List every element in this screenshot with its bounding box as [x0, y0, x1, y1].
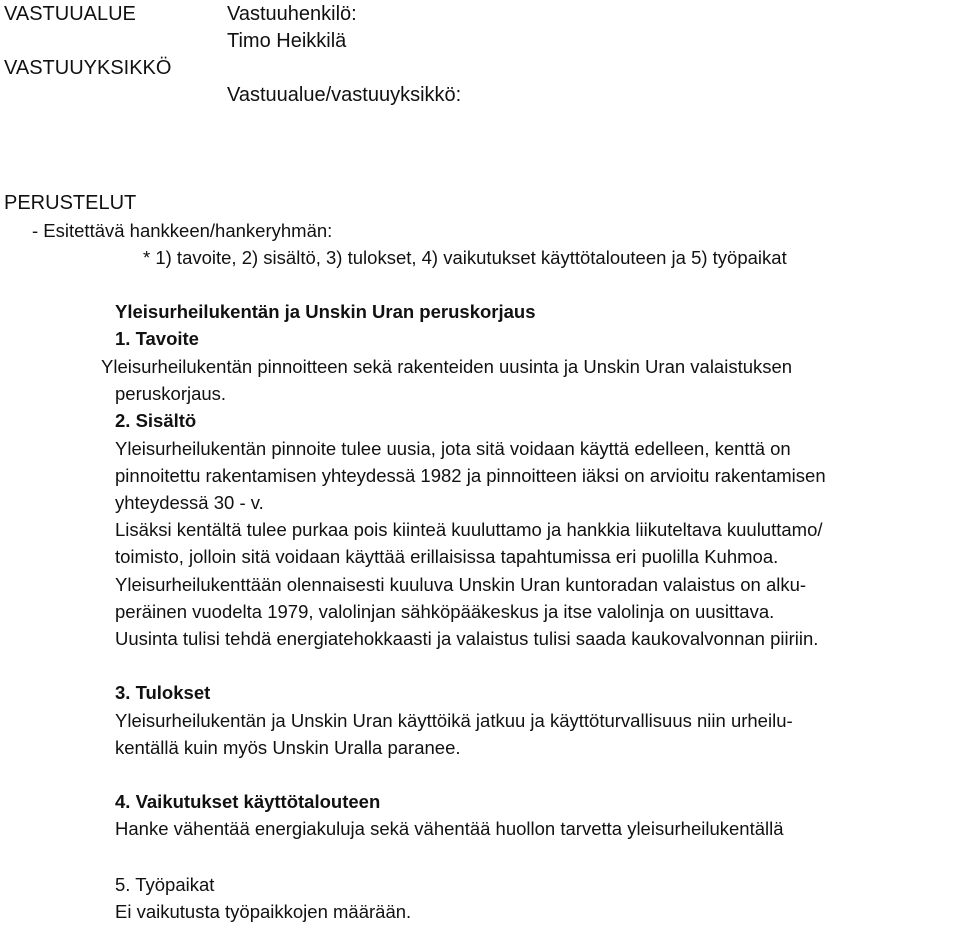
content-line: Lisäksi kentältä tulee purkaa pois kiinteä kuuluttamo ja hankkia liikuteltava kuuluttamo/ [115, 519, 823, 540]
basis-criteria: * 1) tavoite, 2) sisältö, 3) tulokset, 4) vaikutukset käyttötalouteen ja 5) työpaikat [143, 247, 787, 268]
content-line: Yleisurheilukenttään olennaisesti kuuluva Unskin Uran kuntoradan valaistus on alku- [115, 574, 807, 595]
area-unit-label: Vastuualue/vastuuyksikkö: [227, 84, 462, 106]
jobs-line: Ei vaikutusta työpaikkojen määrään. [115, 901, 412, 922]
content-line: yhteydessä 30 - v. [115, 492, 264, 513]
effects-line: Hanke vähentää energiakuluja sekä vähentää huollon tarvetta yleisurheilukentällä [115, 818, 784, 839]
effects-heading: 4. Vaikutukset käyttötalouteen [115, 791, 381, 812]
content-line: toimisto, jolloin sitä voidaan käyttää erillaisissa tapahtumissa eri puolilla Kuhmoa. [115, 546, 779, 567]
goal-line: peruskorjaus. [115, 383, 227, 404]
content-line: pinnoitettu rakentamisen yhteydessä 1982 ja pinnoitteen iäksi on arvioitu rakentamisen [115, 465, 826, 486]
basis-intro: - Esitettävä hankkeen/hankeryhmän: [32, 220, 333, 241]
results-heading: 3. Tulokset [115, 682, 211, 703]
content-line: peräinen vuodelta 1979, valolinjan sähköpääkeskus ja itse valolinja on uusittava. [115, 601, 775, 622]
results-line: kentällä kuin myös Unskin Uralla paranee. [115, 737, 461, 758]
basis-heading: PERUSTELUT [4, 192, 137, 214]
vastuualue-label: VASTUUALUE [4, 3, 136, 25]
content-heading: 2. Sisältö [115, 410, 197, 431]
content-line: Uusinta tulisi tehdä energiatehokkaasti ja valaistus tulisi saada kaukovalvonnan piiriin. [115, 628, 819, 649]
responsible-name: Timo Heikkilä [227, 30, 347, 52]
project-title: Yleisurheilukentän ja Unskin Uran peruskorjaus [115, 301, 536, 322]
jobs-heading: 5. Työpaikat [115, 874, 215, 895]
vastuuyksikko-label: VASTUUYKSIKKÖ [4, 57, 172, 79]
responsible-label: Vastuuhenkilö: [227, 3, 357, 25]
goal-line: Yleisurheilukentän pinnoitteen sekä rakenteiden uusinta ja Unskin Uran valaistuksen [101, 356, 793, 377]
goal-heading: 1. Tavoite [115, 328, 199, 349]
content-line: Yleisurheilukentän pinnoite tulee uusia, jota sitä voidaan käyttä edelleen, kenttä on [115, 438, 791, 459]
results-line: Yleisurheilukentän ja Unskin Uran käyttöikä jatkuu ja käyttöturvallisuus niin urheilu- [115, 710, 793, 731]
